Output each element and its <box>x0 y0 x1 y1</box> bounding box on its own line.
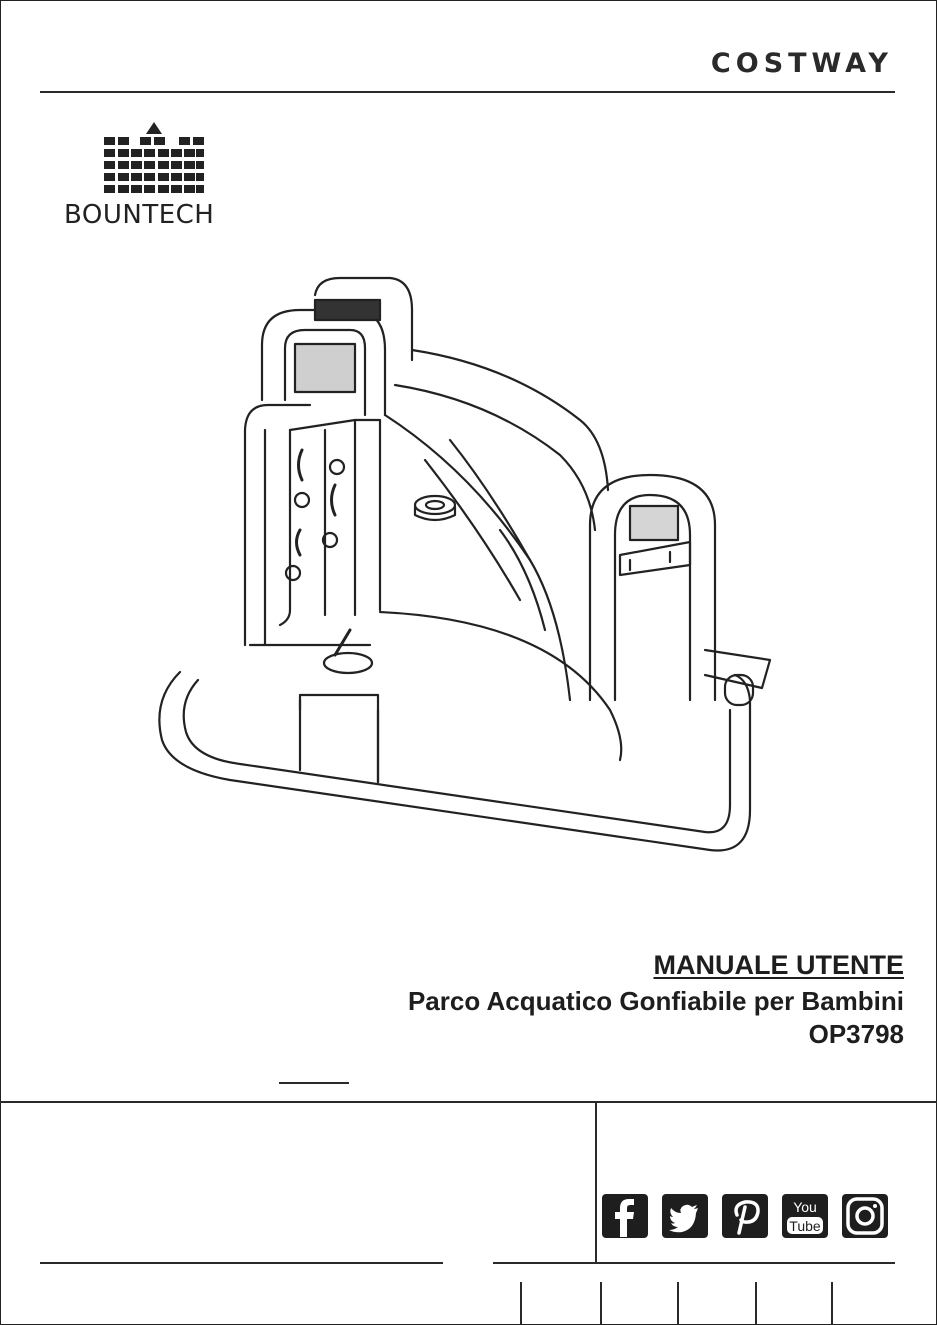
header-rule <box>40 91 895 93</box>
model-number: OP3798 <box>808 1019 904 1049</box>
facebook-icon[interactable] <box>601 1193 649 1239</box>
logo-wordmark: BOUNTECH <box>64 200 215 230</box>
title-block <box>408 946 904 1050</box>
youtube-icon[interactable] <box>781 1193 829 1239</box>
footer-bottom-rule-left <box>40 1262 443 1264</box>
youtube-bottom-text: Tube <box>789 1218 821 1234</box>
footer-tick <box>755 1282 757 1324</box>
footer-tick <box>600 1282 602 1324</box>
youtube-top-text: You <box>793 1199 817 1215</box>
pinterest-icon[interactable] <box>721 1193 769 1239</box>
footer-tick <box>831 1282 833 1324</box>
water-park-illustration <box>150 270 790 860</box>
castle-logo-icon <box>104 120 204 196</box>
footer-bottom-rule-right <box>493 1262 895 1264</box>
bountech-logo <box>64 120 244 230</box>
footer-tick <box>677 1282 679 1324</box>
instagram-icon[interactable] <box>841 1193 889 1239</box>
social-icons <box>601 1193 889 1239</box>
manual-title: MANUALE UTENTE <box>653 950 904 980</box>
short-rule <box>279 1082 349 1084</box>
product-subtitle: Parco Acquatico Gonfiabile per Bambini <box>407 986 904 1016</box>
costway-brand: COSTWAY <box>710 48 893 79</box>
footer-tick <box>520 1282 522 1324</box>
footer-divider <box>595 1102 597 1264</box>
twitter-icon[interactable] <box>661 1193 709 1239</box>
footer-top-rule <box>0 1101 937 1103</box>
